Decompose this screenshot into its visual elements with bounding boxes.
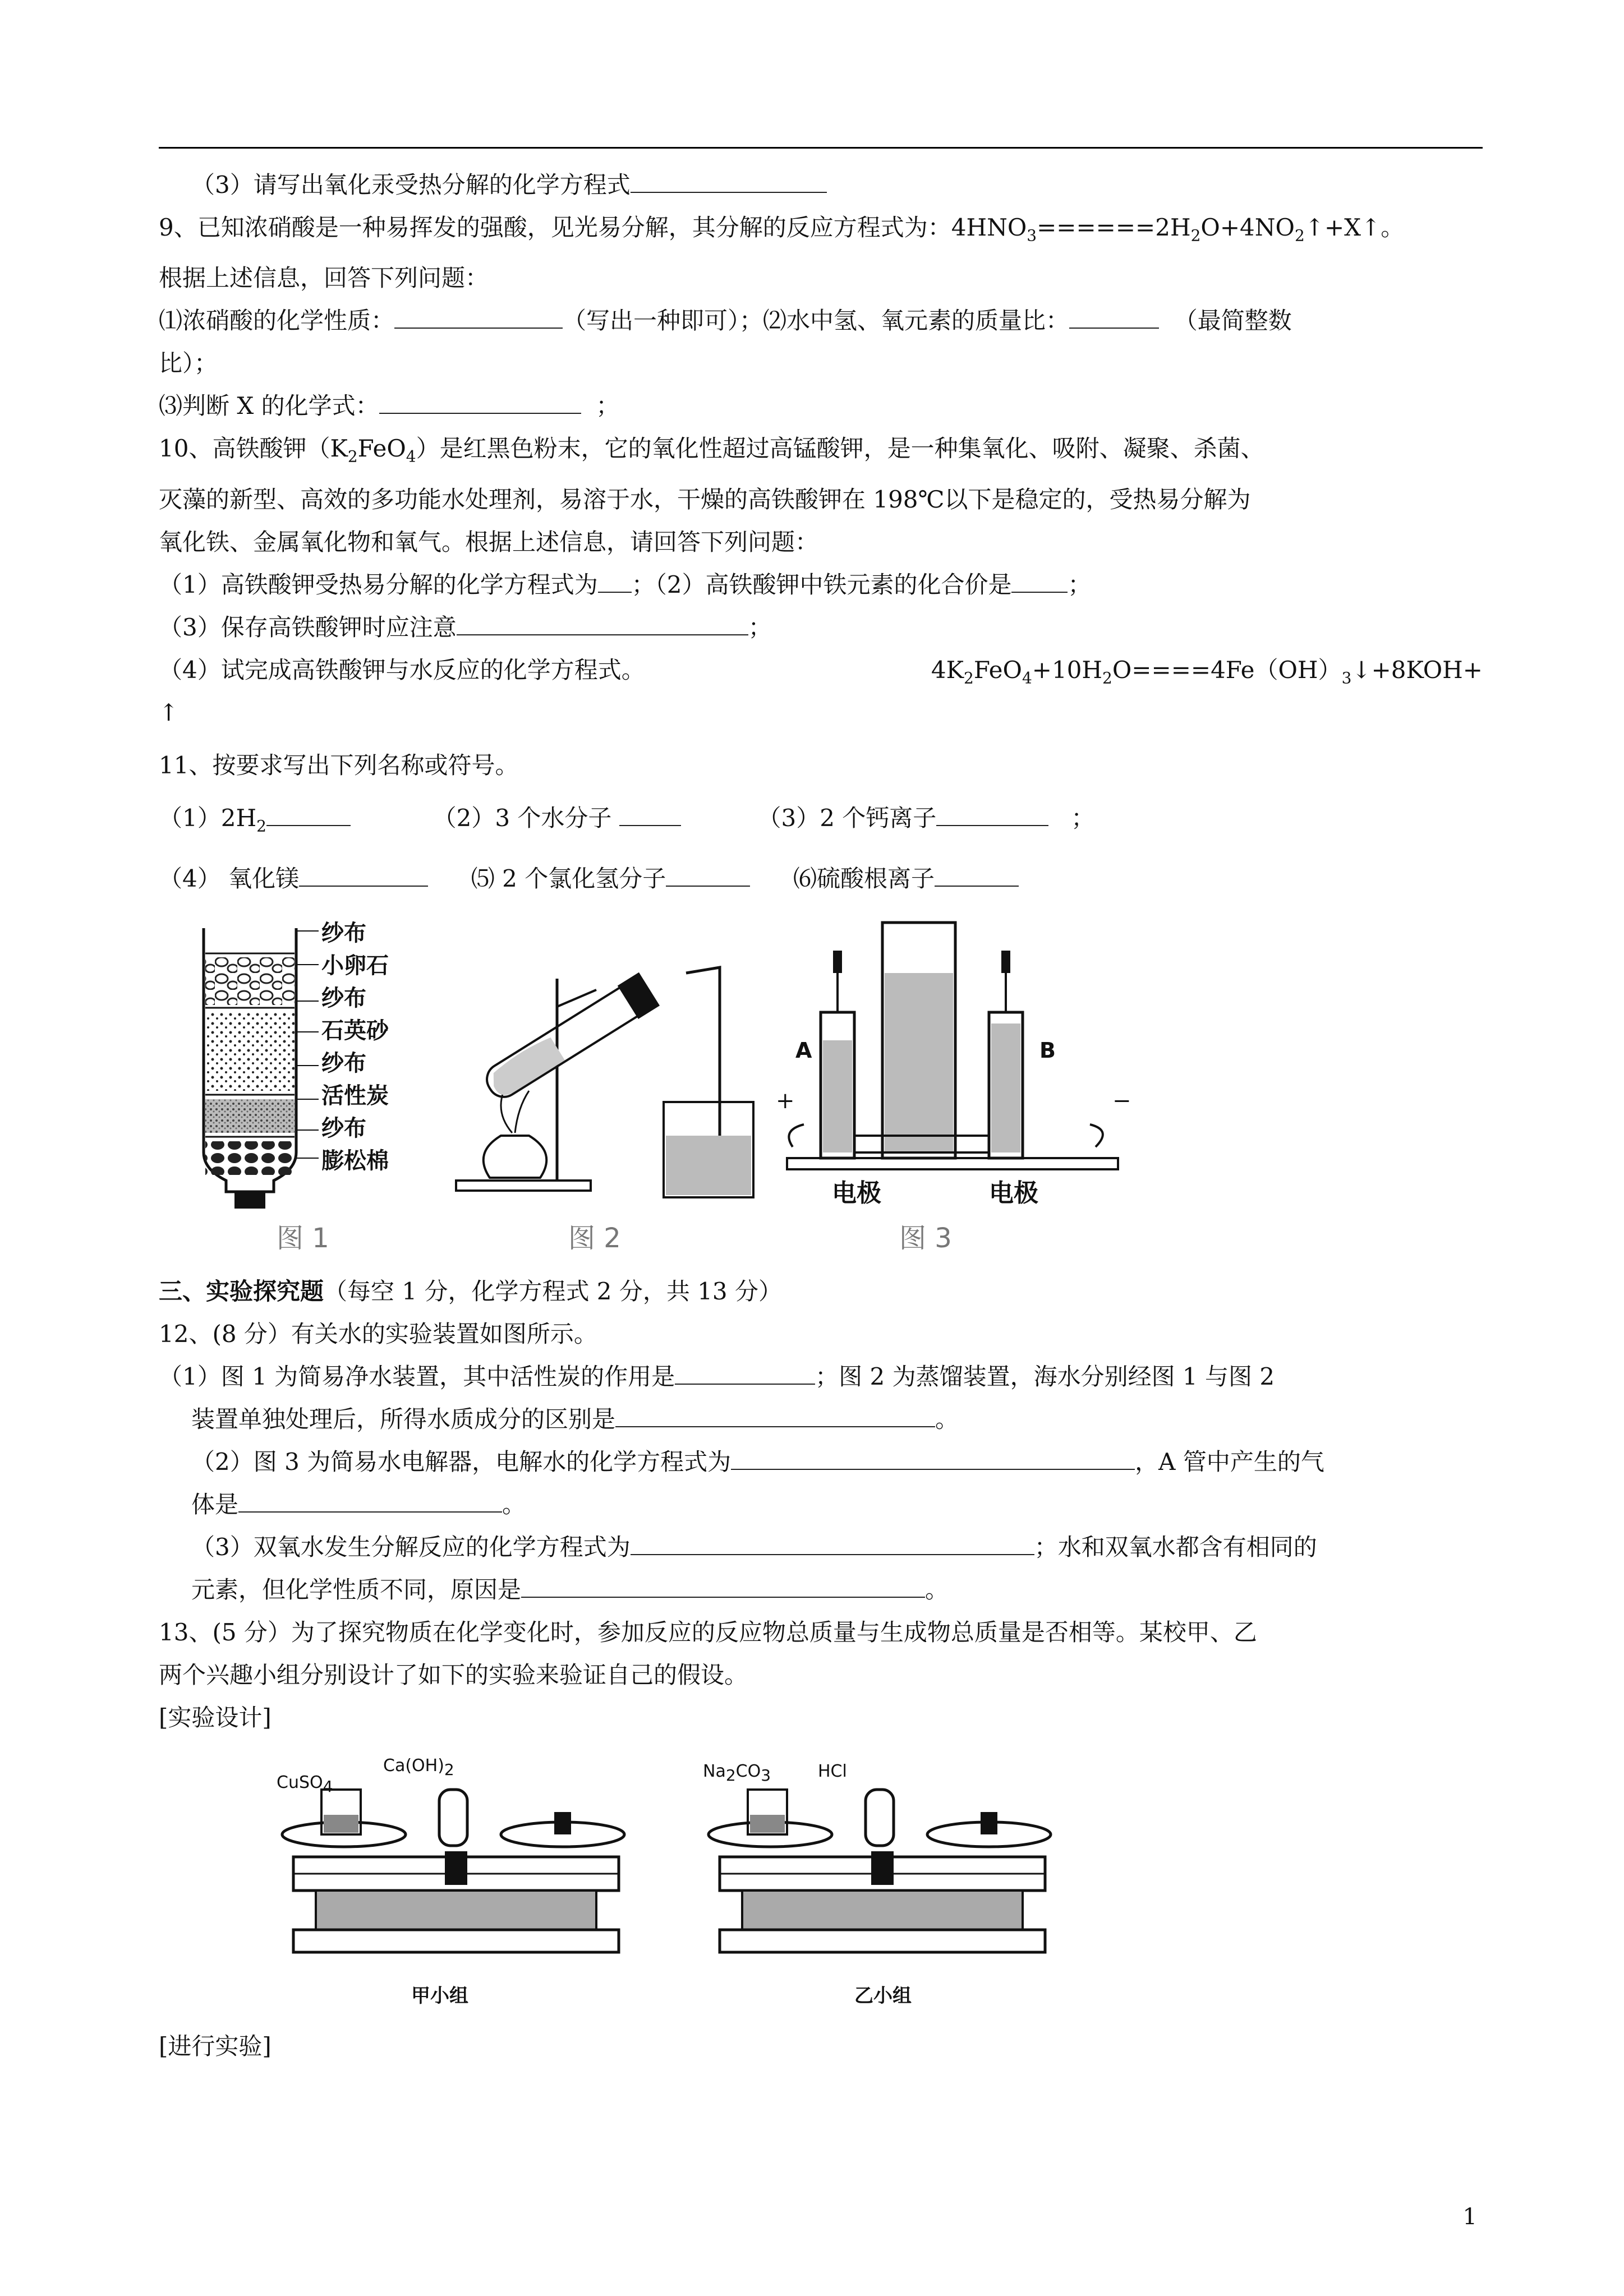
answer-blank[interactable] [238, 1486, 502, 1513]
answer-blank[interactable] [299, 860, 428, 887]
q12-part1: （1）图 1 为简易净水装置，其中活性炭的作用是 ；图 2 为蒸馏装置，海水分别经图 1 与图 2 [159, 1356, 1483, 1398]
q12-part3-cont: 元素，但化学性质不同，原因是 。 [159, 1569, 1483, 1611]
label-pebbles: 小卵石 [321, 953, 389, 979]
q10-part4: （4）试完成高铁酸钾与水反应的化学方程式。 $4K_2FeO_4+10H_2O====4Fe(OH)_3↓+8KOH+$ [159, 649, 1483, 691]
q10-intro-3: 氧化铁、金属氧化物和氧气。根据上述信息，请回答下列问题： [159, 528, 819, 556]
balance-figures-row [159, 1739, 1483, 2008]
q11-row1: $(1)2H_2$ （2）3 个水分子 （3）2 个钙离子 ； [159, 797, 1483, 847]
q10-equation: $4K_2FeO_4+10H_2O====4Fe(OH)_3↓+8KOH+$ [931, 656, 1483, 688]
answer-blank[interactable] [936, 799, 1048, 826]
label-caoh2: $Ca(OH)_2$ [383, 1756, 454, 1779]
q9-part1: ⑴浓硝酸的化学性质： （写出一种即可）；⑵水中氢、氧元素的质量比： （最简整数 [159, 299, 1483, 342]
answer-blank[interactable] [666, 860, 750, 887]
page-number: 1 [1462, 2204, 1477, 2230]
answer-blank[interactable] [394, 302, 563, 329]
answer-blank[interactable] [457, 608, 748, 635]
q10-intro-2: 灭藻的新型、高效的多功能水处理剂，易溶于水，干燥的高铁酸钾在 198℃以下是稳定的，受热易分解为 [159, 485, 1251, 513]
section3-heading: 三、实验探究题（每空 1 分，化学方程式 2 分，共 13 分） [159, 1278, 783, 1306]
q13-intro-2: 两个兴趣小组分别设计了如下的实验来验证自己的假设。 [159, 1661, 748, 1689]
label-quartz-sand: 石英砂 [321, 1018, 389, 1044]
electrolysis-figure [770, 911, 1135, 1203]
q12-part2-cont: 体是 。 [159, 1483, 1483, 1526]
tube-a-label: A [795, 1038, 812, 1063]
answer-blank[interactable] [619, 799, 681, 826]
answer-blank[interactable] [675, 1358, 815, 1385]
answer-blank[interactable] [521, 1571, 925, 1598]
header-rule [159, 147, 1483, 149]
answer-blank[interactable] [1011, 566, 1068, 593]
balance-group-yi-figure [697, 1767, 1090, 1980]
q10-part1: （1）高铁酸钾受热易分解的化学方程式为 ；（2）高铁酸钾中铁元素的化合价是 ； [159, 564, 1483, 606]
answer-blank[interactable] [266, 799, 351, 826]
label-na2co3: $Na_2CO_3$ [703, 1762, 771, 1785]
label-cotton: 膨松棉 [321, 1148, 389, 1174]
label-cuso4: CuSO$_4$ [277, 1773, 333, 1796]
q11-title: 11、按要求写出下列名称或符号。 [159, 751, 519, 779]
tube-b-label: B [1039, 1038, 1056, 1063]
label-hcl: HCl [818, 1762, 847, 1782]
q13-design-heading: [实验设计] [159, 1704, 272, 1732]
distillation-figure [450, 945, 798, 1209]
q13-run-heading: [进行实验] [159, 2032, 272, 2060]
plus-sign: + [776, 1088, 795, 1114]
q12-part2: （2）图 3 为简易水电解器，电解水的化学方程式为 ，A 管中产生的气 [159, 1441, 1483, 1483]
minus-sign: − [1112, 1088, 1131, 1114]
q11-row2: （4） 氧化镁 ⑸ 2 个氯化氢分子 ⑹硫酸根离子 [159, 857, 1483, 900]
label-gauze: 纱布 [321, 920, 366, 947]
label-gauze: 纱布 [321, 1050, 366, 1077]
answer-blank[interactable] [598, 566, 632, 593]
answer-blank[interactable] [631, 1528, 1034, 1555]
label-gauze: 纱布 [321, 985, 366, 1012]
q9-instruction: 根据上述信息，回答下列问题： [159, 264, 489, 292]
fig1-caption: 图 1 [277, 1223, 329, 1255]
fig3-caption: 图 3 [899, 1223, 952, 1255]
answer-blank[interactable] [379, 387, 581, 414]
answer-blank[interactable] [935, 860, 1019, 887]
q10-intro: 10、高铁酸钾$(K_2FeO_4)$是红黑色粉末，它的氧化性超过高锰酸钾，是一种集氧化、吸附、凝聚、杀菌、 [159, 435, 1264, 466]
q12-title: 12、(8 分）有关水的实验装置如图所示。 [159, 1320, 597, 1348]
answer-blank[interactable] [631, 166, 827, 193]
fig2-caption: 图 2 [568, 1223, 621, 1255]
figures-row [159, 900, 1483, 1255]
q12-part1-cont: 装置单独处理后，所得水质成分的区别是 。 [159, 1398, 1483, 1441]
q9-intro: 9、已知浓硝酸是一种易挥发的强酸，见光易分解，其分解的反应方程式为：$4HNO_3======2H_2O+4NO_2↑+X↑$。 [159, 214, 1405, 245]
group-yi-caption: 乙小组 [854, 1985, 912, 2008]
group-jia-caption: 甲小组 [411, 1985, 468, 2008]
q10-part3: （3）保存高铁酸钾时应注意 ； [159, 606, 1483, 649]
electrode-label-right: 电极 [989, 1179, 1038, 1208]
q8-part3: （3）请写出氧化汞受热分解的化学方程式 [159, 164, 1483, 206]
electrode-label-left: 电极 [832, 1179, 881, 1208]
filter-labels [321, 917, 389, 1177]
label-activated-carbon: 活性炭 [321, 1083, 389, 1109]
worksheet-body [159, 164, 1483, 2068]
answer-blank[interactable] [1069, 302, 1159, 329]
label-gauze: 纱布 [321, 1115, 366, 1142]
q9-part1-cont: 比）； [159, 349, 218, 377]
q10-arrow: ↑ [159, 698, 179, 726]
q12-part3: （3）双氧水发生分解反应的化学方程式为 ；水和双氧水都含有相同的 [159, 1526, 1483, 1569]
q13-intro: 13、(5 分）为了探究物质在化学变化时，参加反应的反应物总质量与生成物总质量是否相等。某校甲、乙 [159, 1619, 1257, 1647]
answer-blank[interactable] [731, 1443, 1135, 1470]
q9-part3: ⑶判断 X 的化学式： ； [159, 385, 1483, 427]
answer-blank[interactable] [615, 1400, 935, 1427]
